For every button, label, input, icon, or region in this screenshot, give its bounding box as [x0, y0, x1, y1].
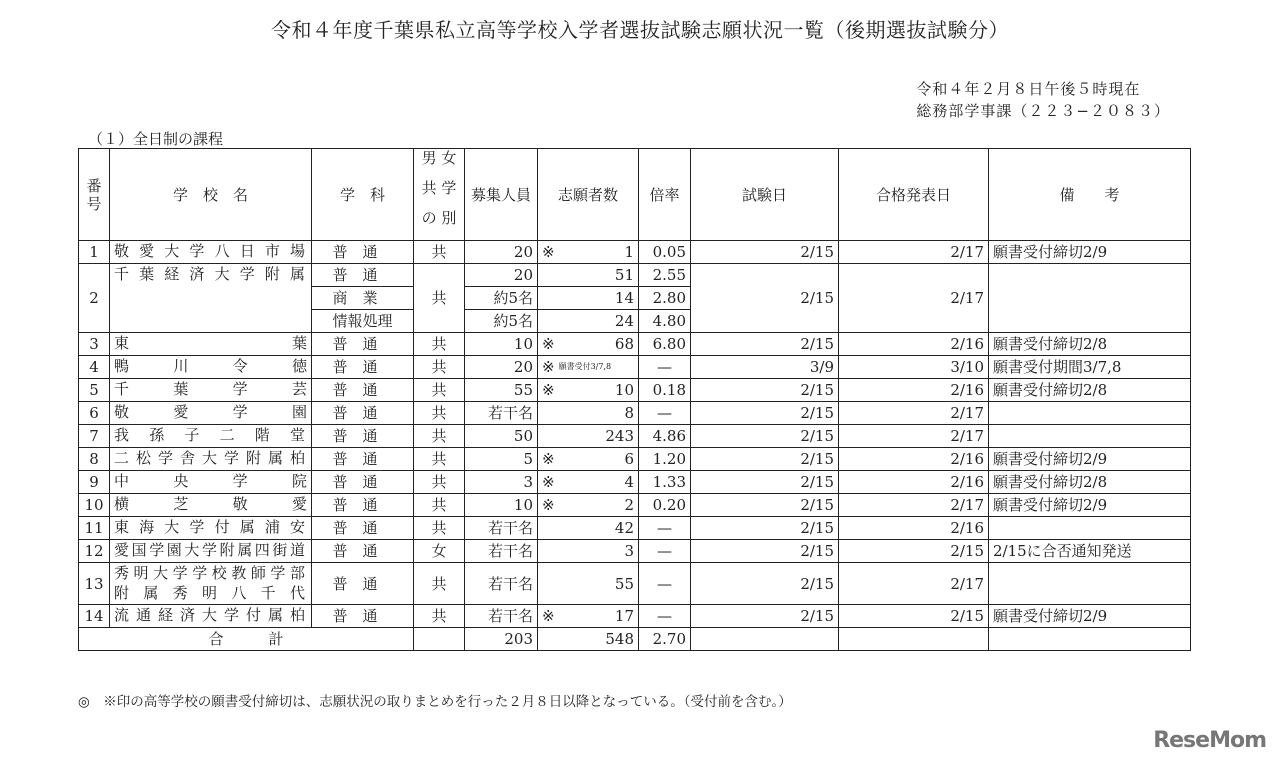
row-number: 11: [79, 517, 110, 540]
total-empty: [989, 628, 1191, 651]
total-label: 合 計: [79, 628, 414, 651]
mark-note: 願書受付3/7,8: [558, 362, 612, 371]
capacity: 若干名: [465, 563, 538, 605]
table-row: [79, 448, 1191, 471]
school-name: [110, 517, 312, 540]
ratio: 4.86: [639, 425, 691, 448]
capacity: 20: [465, 356, 538, 379]
table-row: [79, 402, 1191, 425]
notes: 願書受付締切2/9: [989, 494, 1191, 517]
table-row: [79, 264, 1191, 287]
applicants-cell: [538, 333, 639, 356]
total-empty: [691, 628, 839, 651]
gender-type: 共: [414, 517, 465, 540]
school-name-text: 鴨川令徳: [114, 357, 307, 375]
header-no: 番号: [79, 149, 110, 241]
gender-type: 共: [414, 333, 465, 356]
applicants-count: 24: [614, 312, 634, 330]
school-name-text: 敬愛大学八日市場: [114, 242, 307, 260]
exam-date: 2/15: [691, 540, 839, 563]
capacity: 約5名: [465, 287, 538, 310]
department-text: 普通: [332, 450, 393, 468]
school-name-text: 敬愛学園: [114, 403, 307, 421]
header-school: 学 校 名: [110, 149, 312, 241]
applicants-count: 3: [624, 542, 634, 560]
capacity: 若干名: [465, 605, 538, 628]
department-text: 普通: [332, 404, 393, 422]
total-row: [79, 628, 1191, 651]
announce-date: 2/15: [839, 605, 989, 628]
school-name: [110, 494, 312, 517]
exam-date: 2/15: [691, 448, 839, 471]
department-cell: [312, 448, 414, 471]
announce-date: 2/17: [839, 425, 989, 448]
school-name: [110, 471, 312, 494]
applications-table: [78, 148, 1191, 651]
capacity: 20: [465, 241, 538, 264]
row-number: 5: [79, 379, 110, 402]
capacity: 10: [465, 333, 538, 356]
department-text: 普通: [332, 574, 393, 593]
table-row: [79, 494, 1191, 517]
school-name: [110, 264, 312, 333]
exam-date: 2/15: [691, 471, 839, 494]
gender-type: 共: [414, 379, 465, 402]
applicants-count: 68: [614, 335, 634, 353]
school-name: [110, 448, 312, 471]
table-row: [79, 540, 1191, 563]
table-row: [79, 425, 1191, 448]
school-name: [110, 333, 312, 356]
table-row: [79, 563, 1191, 605]
applicants-count: 10: [614, 381, 634, 399]
announce-date: 2/16: [839, 333, 989, 356]
applicants-cell: [538, 356, 639, 379]
applicants-cell: [538, 540, 639, 563]
notes: [989, 402, 1191, 425]
capacity: 若干名: [465, 402, 538, 425]
header-applicants: 志願者数: [538, 149, 639, 241]
department-text: 普通: [332, 266, 393, 284]
gender-type: 共: [414, 241, 465, 264]
department-text: 情報処理: [332, 312, 393, 330]
announce-date: 2/16: [839, 379, 989, 402]
applicants-cell: [538, 241, 639, 264]
applicants-cell: [538, 287, 639, 310]
deadline-mark: ※: [542, 335, 555, 353]
department-text: 普通: [332, 542, 393, 560]
school-name-text: 二松学舎大学附属柏: [114, 449, 307, 467]
school-name: [110, 241, 312, 264]
notes: 2/15に合否通知発送: [989, 540, 1191, 563]
header-announce-date: 合格発表日: [839, 149, 989, 241]
gender-type: 共: [414, 494, 465, 517]
school-name-text: 愛国学園大学附属四街道: [114, 541, 307, 559]
applicants-count: 14: [614, 289, 634, 307]
footnote: ◎ ※印の高等学校の願書受付締切は、志願状況の取りまとめを行った２月８日以降となっている。（受付前を含む。）: [78, 694, 792, 710]
applicants-cell: [538, 471, 639, 494]
exam-date: 2/15: [691, 563, 839, 605]
applicants-count: 55: [614, 574, 634, 593]
department-cell: [312, 287, 414, 310]
header-gender-line: 男 女: [421, 149, 457, 167]
gender-type: 共: [414, 605, 465, 628]
notes: 願書受付締切2/9: [989, 448, 1191, 471]
row-number: 12: [79, 540, 110, 563]
gender-type: 共: [414, 264, 465, 333]
applicants-count: 42: [614, 519, 634, 537]
exam-date: 2/15: [691, 517, 839, 540]
notes: [989, 264, 1191, 333]
department-cell: [312, 471, 414, 494]
total-ratio: 2.70: [639, 628, 691, 651]
gender-type: 共: [414, 563, 465, 605]
school-name-text: 中央学院: [114, 472, 307, 490]
department: 総務部学事課（２２３−２０８３）: [916, 102, 1170, 120]
gender-type: 共: [414, 402, 465, 425]
department-cell: [312, 517, 414, 540]
department-text: 普通: [332, 607, 393, 625]
ratio: 2.55: [639, 264, 691, 287]
capacity: 3: [465, 471, 538, 494]
notes: 願書受付期間3/7,8: [989, 356, 1191, 379]
total-applicants: 548: [538, 628, 639, 651]
table-row: [79, 241, 1191, 264]
department-cell: [312, 540, 414, 563]
deadline-mark: ※: [542, 473, 555, 491]
table-row: [79, 605, 1191, 628]
department-text: 普通: [332, 473, 393, 491]
announce-date: 2/17: [839, 264, 989, 333]
exam-date: 2/15: [691, 264, 839, 333]
department-text: 普通: [332, 358, 393, 376]
department-cell: [312, 494, 414, 517]
school-name: [110, 540, 312, 563]
table-row: [79, 471, 1191, 494]
ratio: —: [639, 563, 691, 605]
exam-date: 2/15: [691, 425, 839, 448]
applicants-cell: [538, 379, 639, 402]
table-row: [79, 379, 1191, 402]
notes: 願書受付締切2/8: [989, 471, 1191, 494]
department-text: 普通: [332, 381, 393, 399]
applicants-cell: [538, 605, 639, 628]
school-name: [110, 563, 312, 605]
applicants-cell: [538, 310, 639, 333]
announce-date: 2/16: [839, 448, 989, 471]
school-name: [110, 402, 312, 425]
school-name-text: 秀明大学学校教師学部: [114, 564, 307, 582]
school-name-text: 我孫子二階堂: [114, 426, 307, 444]
applicants-cell: [538, 425, 639, 448]
school-name: [110, 425, 312, 448]
deadline-mark: ※: [542, 496, 555, 514]
department-text: 普通: [332, 519, 393, 537]
capacity: 20: [465, 264, 538, 287]
capacity: 若干名: [465, 540, 538, 563]
ratio: —: [639, 402, 691, 425]
row-number: 3: [79, 333, 110, 356]
school-name: [110, 379, 312, 402]
ratio: —: [639, 517, 691, 540]
announce-date: 2/17: [839, 494, 989, 517]
school-name-text: 横芝敬愛: [114, 495, 307, 513]
header-gender-line: の 別: [421, 209, 457, 227]
announce-date: 2/16: [839, 517, 989, 540]
row-number: 6: [79, 402, 110, 425]
resemom-logo: ReseMom: [1153, 728, 1266, 753]
school-name: [110, 356, 312, 379]
header-exam-date: 試験日: [691, 149, 839, 241]
notes: [989, 563, 1191, 605]
row-number: 14: [79, 605, 110, 628]
exam-date: 2/15: [691, 605, 839, 628]
announce-date: 2/17: [839, 563, 989, 605]
deadline-mark: ※: [542, 450, 555, 468]
capacity: 50: [465, 425, 538, 448]
as-of-date: 令和４年２月８日午後５時現在: [916, 80, 1141, 98]
applicants-cell: [538, 563, 639, 605]
gender-type: 共: [414, 448, 465, 471]
notes: [989, 517, 1191, 540]
header-dept: 学 科: [312, 149, 414, 241]
table-row: [79, 333, 1191, 356]
row-number: 9: [79, 471, 110, 494]
announce-date: 2/17: [839, 241, 989, 264]
announce-date: 3/10: [839, 356, 989, 379]
ratio: —: [639, 540, 691, 563]
ratio: 6.80: [639, 333, 691, 356]
exam-date: 2/15: [691, 402, 839, 425]
applicants-count: 2: [624, 496, 634, 514]
school-name-text: 附属秀明八千代: [114, 584, 307, 602]
document-meta: [916, 78, 1170, 122]
ratio: 0.18: [639, 379, 691, 402]
applicants-count: 17: [614, 607, 634, 625]
applicants-cell: [538, 448, 639, 471]
applicants-count: 51: [614, 266, 634, 284]
exam-date: 3/9: [691, 356, 839, 379]
row-number: 13: [79, 563, 110, 605]
department-text: 普通: [332, 335, 393, 353]
exam-date: 2/15: [691, 241, 839, 264]
notes: 願書受付締切2/8: [989, 333, 1191, 356]
row-number: 1: [79, 241, 110, 264]
department-cell: [312, 241, 414, 264]
department-cell: [312, 379, 414, 402]
exam-date: 2/15: [691, 494, 839, 517]
department-cell: [312, 605, 414, 628]
school-name: [110, 605, 312, 628]
ratio: 0.05: [639, 241, 691, 264]
applicants-count: 243: [605, 427, 634, 445]
department-text: 普通: [332, 427, 393, 445]
deadline-mark: ※: [542, 381, 555, 399]
ratio: —: [639, 605, 691, 628]
gender-type: 共: [414, 425, 465, 448]
header-ratio: 倍率: [639, 149, 691, 241]
applicants-count: 6: [624, 450, 634, 468]
gender-type: 共: [414, 471, 465, 494]
section-heading: （１）全日制の課程: [88, 130, 224, 148]
gender-type: 女: [414, 540, 465, 563]
exam-date: 2/15: [691, 379, 839, 402]
row-number: 4: [79, 356, 110, 379]
school-name-text: 千葉学芸: [114, 380, 307, 398]
total-gender-empty: [414, 628, 465, 651]
department-text: 商業: [332, 289, 393, 307]
department-text: 普通: [332, 243, 393, 261]
row-number: 8: [79, 448, 110, 471]
applicants-count: 1: [624, 243, 634, 261]
notes: 願書受付締切2/9: [989, 241, 1191, 264]
notes: 願書受付締切2/9: [989, 605, 1191, 628]
header-capacity: 募集人員: [465, 149, 538, 241]
department-cell: [312, 563, 414, 605]
department-text: 普通: [332, 496, 393, 514]
applicants-cell: [538, 264, 639, 287]
gender-type: 共: [414, 356, 465, 379]
school-name-text: 流通経済大学付属柏: [114, 606, 307, 624]
row-number: 10: [79, 494, 110, 517]
announce-date: 2/17: [839, 402, 989, 425]
notes: [989, 425, 1191, 448]
capacity: 10: [465, 494, 538, 517]
department-cell: [312, 264, 414, 287]
page-title: 令和４年度千葉県私立高等学校入学者選抜試験志願状況一覧（後期選抜試験分）: [271, 18, 1009, 42]
capacity: 約5名: [465, 310, 538, 333]
department-cell: [312, 425, 414, 448]
ratio: —: [639, 356, 691, 379]
header-gender: [414, 149, 465, 241]
school-name-text: 千葉経済大学附属: [114, 265, 307, 283]
announce-date: 2/15: [839, 540, 989, 563]
table-row: [79, 517, 1191, 540]
ratio: 1.20: [639, 448, 691, 471]
capacity: 5: [465, 448, 538, 471]
table-row: [79, 356, 1191, 379]
deadline-mark: ※: [542, 243, 555, 261]
total-capacity: 203: [465, 628, 538, 651]
applicants-cell: [538, 494, 639, 517]
department-cell: [312, 402, 414, 425]
applicants-cell: [538, 517, 639, 540]
row-number: 2: [79, 264, 110, 333]
exam-date: 2/15: [691, 333, 839, 356]
capacity: 55: [465, 379, 538, 402]
row-number: 7: [79, 425, 110, 448]
ratio: 0.20: [639, 494, 691, 517]
notes: 願書受付締切2/8: [989, 379, 1191, 402]
department-cell: [312, 310, 414, 333]
school-name-text: 東葉: [114, 334, 307, 352]
school-name-text: 東海大学付属浦安: [114, 518, 307, 536]
ratio: 1.33: [639, 471, 691, 494]
department-cell: [312, 356, 414, 379]
applicants-cell: [538, 402, 639, 425]
deadline-mark: ※: [542, 607, 555, 625]
applicants-count: 8: [624, 404, 634, 422]
ratio: 4.80: [639, 310, 691, 333]
applicants-count: 4: [624, 473, 634, 491]
announce-date: 2/16: [839, 471, 989, 494]
ratio: 2.80: [639, 287, 691, 310]
department-cell: [312, 333, 414, 356]
deadline-mark: ※: [542, 358, 555, 376]
header-gender-line: 共 学: [421, 179, 457, 197]
capacity: 若干名: [465, 517, 538, 540]
total-empty: [839, 628, 989, 651]
header-notes: 備 考: [989, 149, 1191, 241]
table-header: [79, 149, 1191, 241]
